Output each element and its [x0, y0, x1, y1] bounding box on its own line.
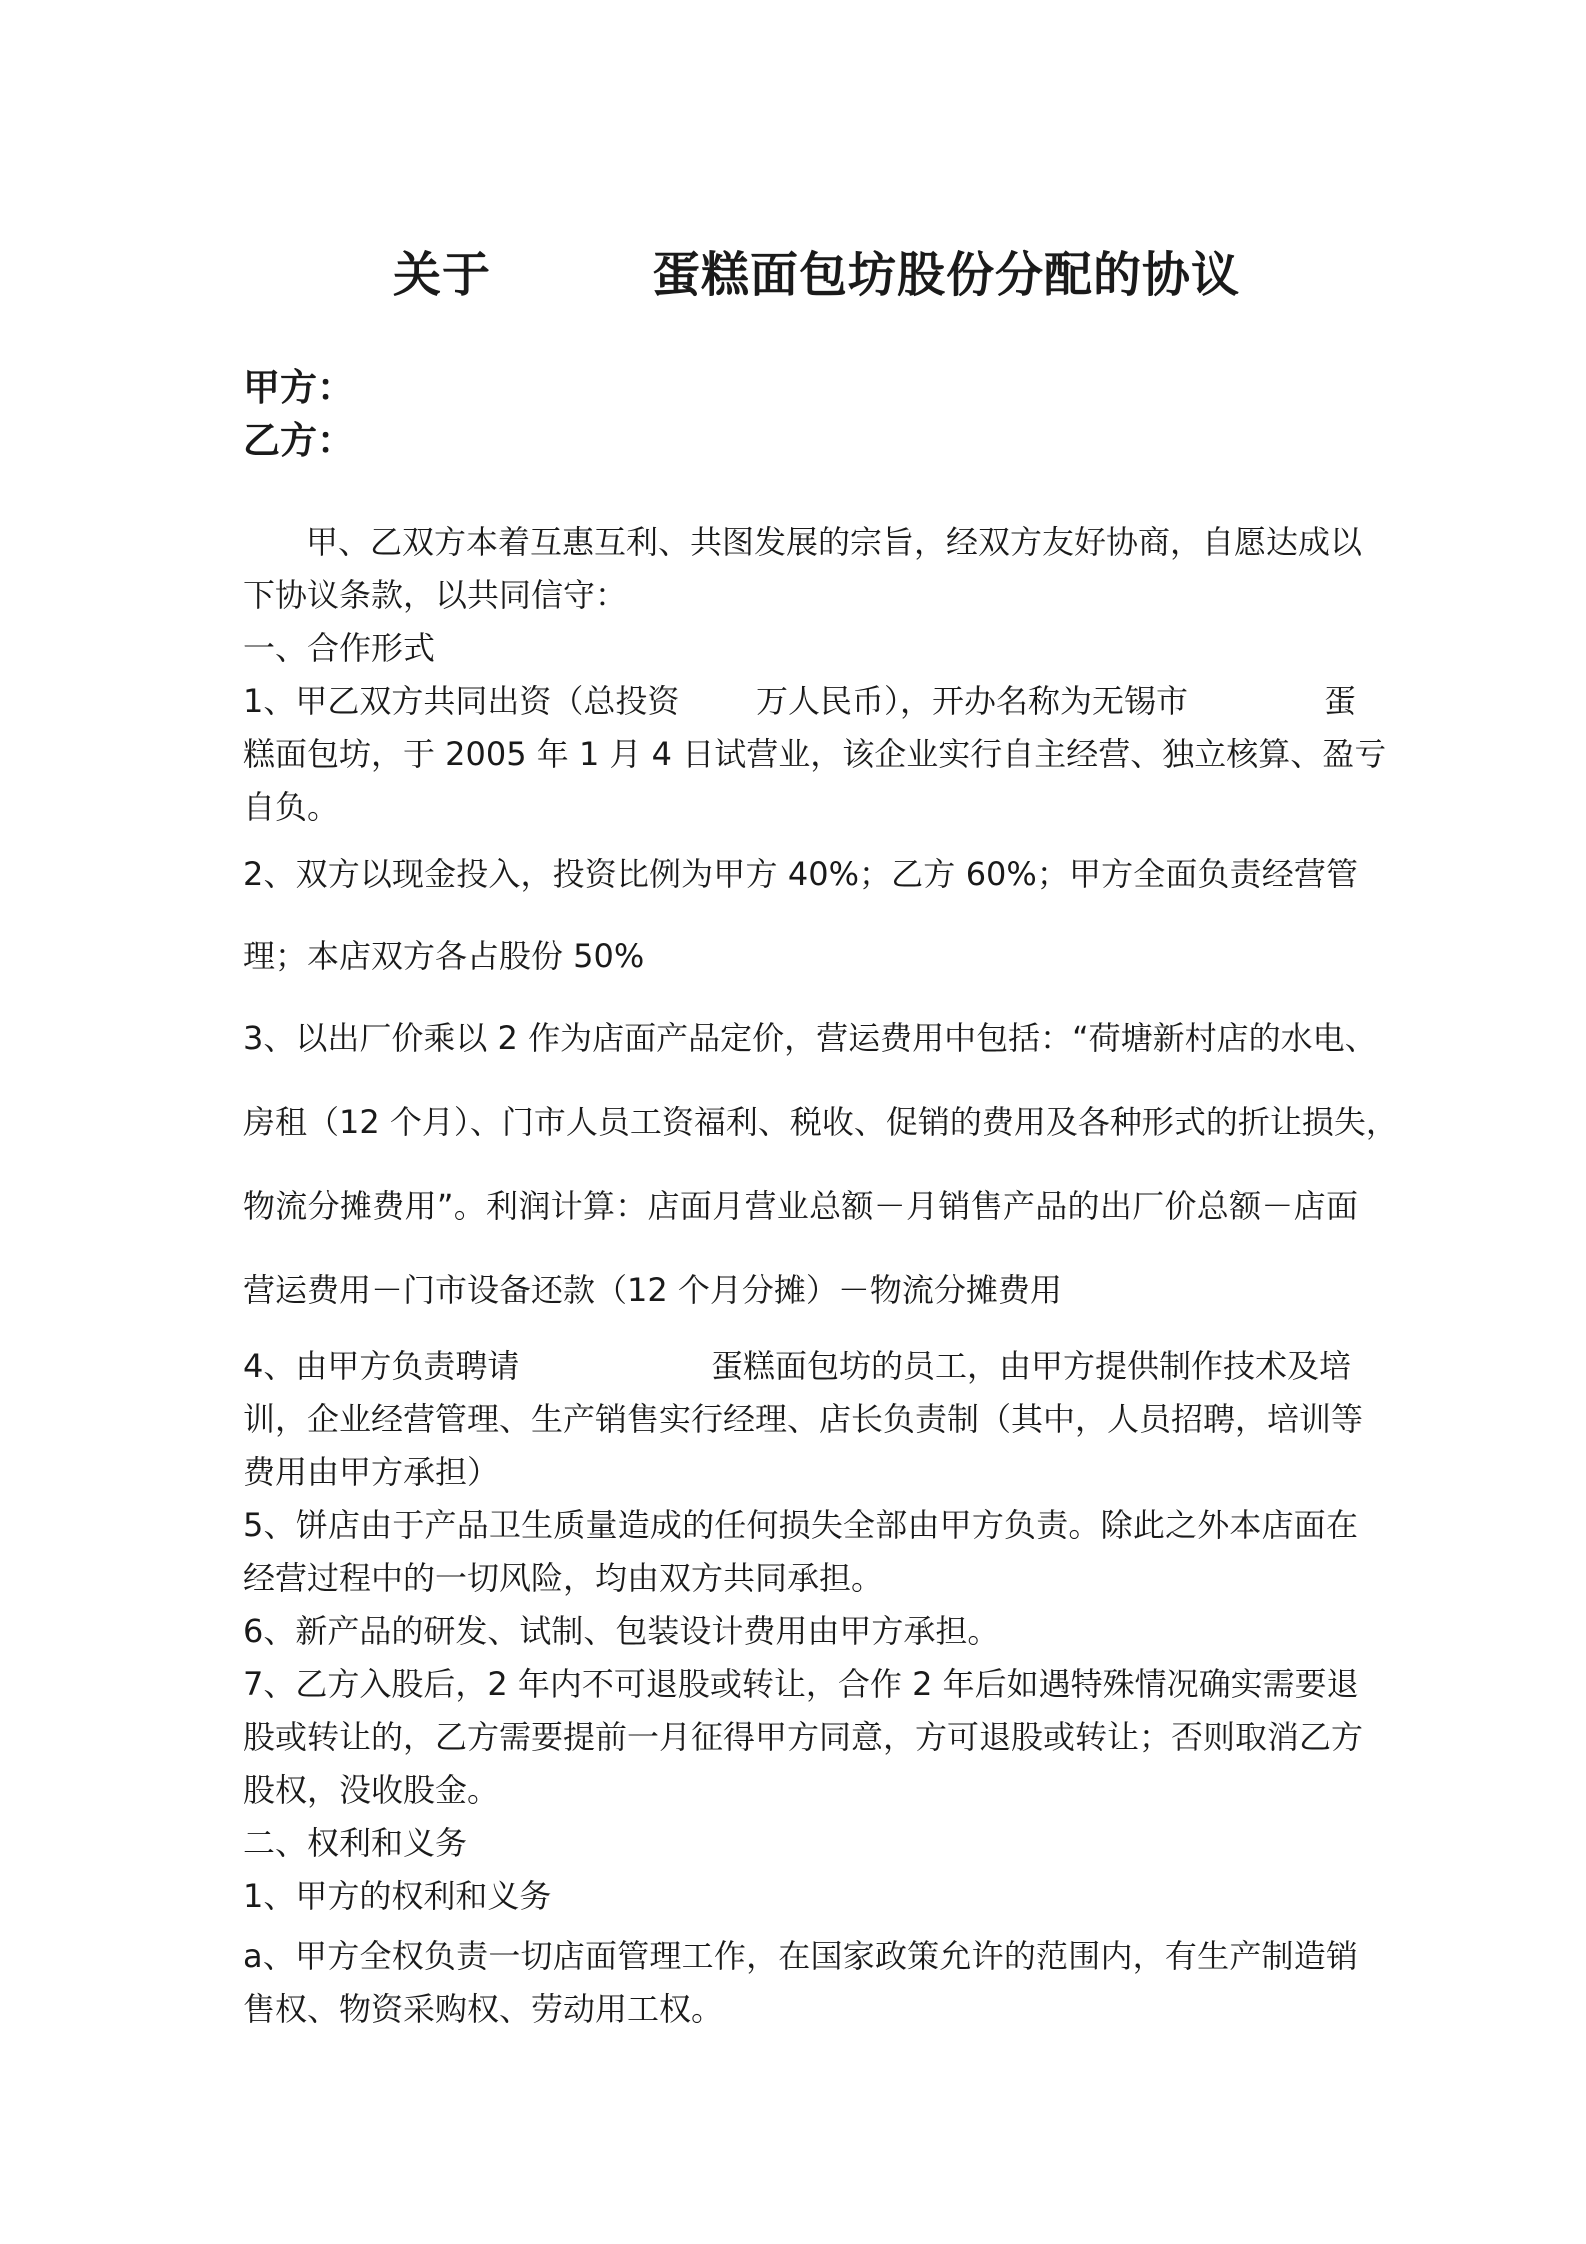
title-part-1: 关于 — [393, 247, 492, 303]
paragraph-line: 房租（12 个月）、门市人员工资福利、税收、促销的费用及各种形式的折让损失， — [243, 1103, 1398, 1141]
paragraph-line: 糕面包坊，于 2005 年 1 月 4 日试营业，该企业实行自主经营、独立核算、盈亏 — [243, 735, 1387, 773]
paragraph-line: 训，企业经营管理、生产销售实行经理、店长负责制（其中，人员招聘，培训等 — [243, 1400, 1364, 1438]
paragraph-line: 物流分摊费用”。利润计算：店面月营业总额－月销售产品的出厂价总额－店面 — [243, 1187, 1358, 1225]
line-segment: 蛋糕面包坊的员工，由甲方提供制作技术及培 — [711, 1347, 1352, 1385]
paragraph-line-with-blanks — [243, 679, 1358, 723]
line-segment: 4、由甲方负责聘请 — [243, 1347, 520, 1385]
paragraph-line: 股权，没收股金。 — [243, 1771, 500, 1809]
paragraph-line: 经营过程中的一切风险，均由双方共同承担。 — [243, 1559, 884, 1597]
paragraph-line: 3、以出厂价乘以 2 作为店面产品定价，营运费用中包括：“荷塘新村店的水电、 — [243, 1019, 1377, 1057]
paragraph-line: 股或转让的，乙方需要提前一月征得甲方同意，方可退股或转让；否则取消乙方 — [243, 1718, 1364, 1756]
line-segment: 蛋 — [1324, 682, 1357, 720]
paragraph-line: 费用由甲方承担） — [243, 1453, 500, 1491]
paragraph-line: 5、饼店由于产品卫生质量造成的任何损失全部由甲方负责。除此之外本店面在 — [243, 1506, 1358, 1544]
paragraph-line: 自负。 — [243, 788, 340, 826]
document-title — [0, 236, 1586, 306]
title-part-2: 蛋糕面包坊股份分配的协议 — [652, 247, 1241, 303]
subsection-heading: 1、甲方的权利和义务 — [243, 1877, 552, 1915]
section-heading: 二、权利和义务 — [243, 1824, 468, 1862]
paragraph-line: 7、乙方入股后，2 年内不可退股或转让，合作 2 年后如遇特殊情况确实需要退 — [243, 1665, 1359, 1703]
paragraph-line: 6、新产品的研发、试制、包装设计费用由甲方承担。 — [243, 1612, 1000, 1650]
paragraph-line: 下协议条款，以共同信守： — [243, 576, 628, 614]
paragraph-line: 理；本店双方各占股份 50% — [243, 937, 645, 975]
paragraph-line: 2、双方以现金投入，投资比例为甲方 40%；乙方 60%；甲方全面负责经营管 — [243, 855, 1358, 893]
paragraph-line: 售权、物资采购权、劳动用工权。 — [243, 1990, 724, 2028]
paragraph-line: a、甲方全权负责一切店面管理工作，在国家政策允许的范围内，有生产制造销 — [243, 1937, 1358, 1975]
paragraph-line-with-blanks — [243, 1344, 1358, 1388]
section-heading: 一、合作形式 — [243, 629, 436, 667]
paragraph-line: 甲、乙双方本着互惠互利、共图发展的宗旨，经双方友好协商，自愿达成以 — [306, 523, 1363, 561]
party-b-label: 乙方： — [243, 419, 354, 462]
party-a-label: 甲方： — [243, 366, 354, 409]
line-segment: 万人民币），开办名称为无锡市 — [756, 682, 1189, 720]
line-segment: 1、甲乙双方共同出资（总投资 — [243, 682, 680, 720]
paragraph-line: 营运费用－门市设备还款（12 个月分摊）－物流分摊费用 — [243, 1271, 1062, 1309]
